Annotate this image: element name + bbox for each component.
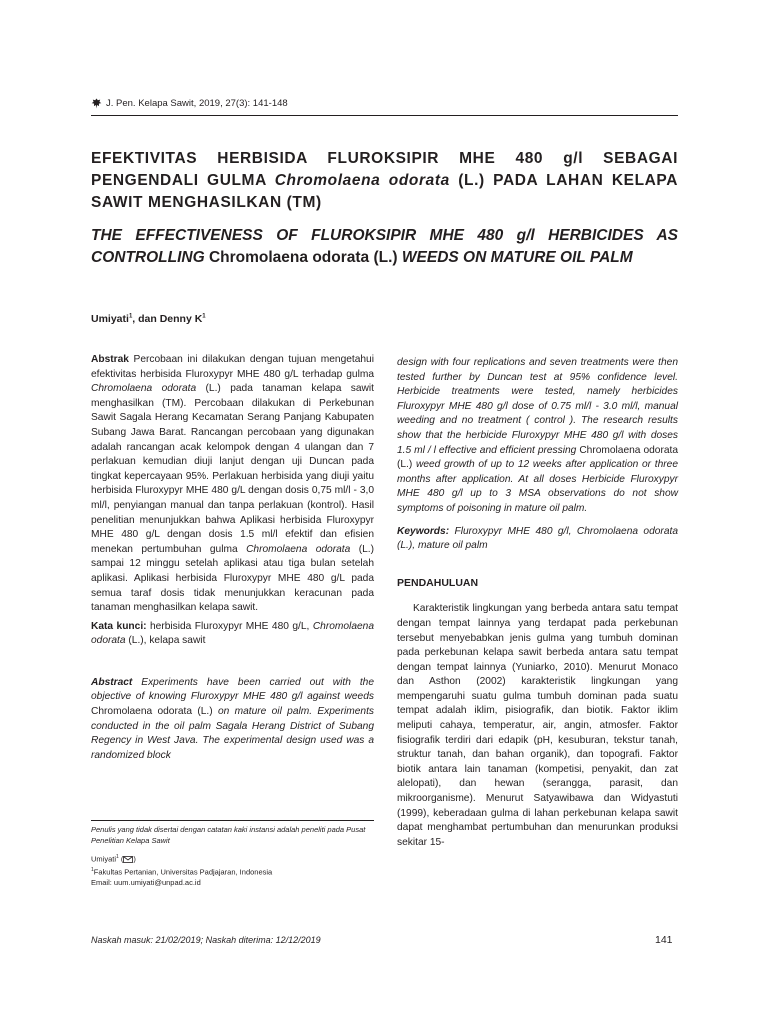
pendahuluan-paragraph: Karakteristik lingkungan yang berbeda antara satu tempat dengan tempat lainnya yang terdapat pada perkebunan tersebut menyebabkan jenis gulma yang tumbuh dominan pada perkebunan kelapa sawit berbeda antara satu tempat dengan tempat lainnya (Yuniarko, 2010). Menurut Monaco dan Asthon (2002) karakteristik lingkungan yang mempengaruhi suatu gulma tumbuh dominan pada suatu tempat adalah iklim, pisiografik, dan biotik. Faktor iklim meliputi cahaya, temperatur, air, angin, atmosfer. Faktor fisiografik terdiri dari edapik (pH, kesuburan, tekstur tanah, struktur tanah, dan bahan organik), dan topografi. Faktor biotik antara lain tanaman (kompetisi, penyakit, dan zat alelopati), dan hewan (serangga, parasit, dan mikroorganisme). Menurut Satyawibawa dan Widyastuti (1999), keberadaan gulma di lahan perkebunan kelapa sawit dapat menghambat pertumbuhan dan menurunkan produksi sekitar 15- xyxy=(397,603,678,848)
left-column xyxy=(91,353,374,763)
kata-kunci: Kata kunci: herbisida Fluroxypyr MHE 480 g/L, Chromolaena odorata (L.), kelapa sawit xyxy=(91,620,374,647)
footnote-note: Penulis yang tidak disertai dengan catatan kaki instansi adalah peneliti pada Pusat Penelitian Kelapa Sawit xyxy=(91,825,366,845)
journal-header xyxy=(91,98,288,109)
abstract-label: Abstract xyxy=(91,676,133,688)
title-species: Chromolaena odorata xyxy=(274,172,450,189)
title-en-species: Chromolaena odorata (L.) xyxy=(208,249,398,266)
title-english: THE EFFECTIVENESS OF FLUROKSIPIR MHE 480 g/l HERBICIDES AS CONTROLLING Chromolaena odorata (L.) WEEDS ON MATURE OIL PALM xyxy=(91,227,678,266)
section-heading-pendahuluan: PENDAHULUAN xyxy=(397,576,479,589)
keywords: Keywords: Fluroxypyr MHE 480 g/l, Chromolaena odorata (L.), mature oil palm xyxy=(397,525,678,552)
journal-citation: J. Pen. Kelapa Sawit, 2019, 27(3): 141-148 xyxy=(106,98,288,109)
abstrak-paragraph: Abstrak Percobaan ini dilakukan dengan tujuan mengetahui efektivitas herbisida Fluroxypyr MHE 480 g/L terhadap gulma Chromolaena odorata (L.) pada tanaman kelapa sawit menghasilkan (TM). Percobaan dilakukan di Perkebunan Sawit Sagala Herang Kecamatan Serang Panjang Kabupaten Subang Jawa Barat. Rancangan percobaan yang digunakan adalah rancangan acak kelompok dengan 4 ulangan dan 7 perlakuan kemudian diuji lanjut dengan uji Duncan pada tingkat kepercayaan 95%. Perlakuan herbisida yang diuji yaitu herbisida Fluroxypyr MHE 480 g/L dengan dosis 0,75 ml/l - 3,0 ml/l, penyiangan manual dan tanpa perlakuan (kontrol). Hasil penelitian menunjukkan bahwa Aplikasi herbisida Fluroxypyr MHE 480 g/L dengan dosis 1.5 ml/l efektif dan efisien menekan pertumbuhan gulma Chromolaena odorata (L.) sampai 12 minggu setelah aplikasi atau tiga bulan setelah aplikasi. Aplikasi herbisida Fluroxypyr MHE 480 g/L pada semua taraf dosis tidak menunjukkan keracunan pada tanaman menghasilkan kelapa sawit. xyxy=(91,354,374,614)
footnote-rule xyxy=(91,820,374,821)
corresponding-author: Umiyati$^1$ ( ) xyxy=(91,854,136,864)
received-dates: Naskah masuk: 21/02/2019; Naskah diterima: 12/12/2019 xyxy=(91,935,321,945)
right-column xyxy=(397,356,678,850)
author-line: Umiyati$^1$, dan Denny $K^1$ xyxy=(91,313,206,325)
header-rule xyxy=(91,115,678,116)
envelope-icon xyxy=(123,856,133,863)
footnote xyxy=(91,825,374,889)
email: Email: uum.umiyati@unpad.ac.id xyxy=(91,878,201,887)
journal-logo-icon xyxy=(91,98,102,109)
abstract-english-part2: design with four replications and seven treatments were then tested further by Duncan test at 95% confidence level. Herbicide treatments were tested, namely herbicides Fluroxypyr MHE 480 g/l dose of 0.75 ml/l - 3.0 ml/l, manual weeding and no treatment ( control ). The research results show that the herbicide Fluroxypyr MHE 480 g/l with doses 1.5 ml / l effective and efficient pressing Chromolaena odorata (L.) weed growth of up to 12 weeks after application or three months after application. At all doses Herbicide Fluroxypyr MHE 480 g/l up to 3 MSA observations do not show symptoms of poisoning in mature oil palm. xyxy=(397,357,678,514)
abstract-english-part1: Abstract Experiments have been carried out with the objective of knowing Fluroxypyr MHE 480 g/l against weeds Chromolaena odorata (L.) on mature oil palm. Experiments conducted in the oil palm Sagala Herang District of Subang Regency in West Java. The experimental design used was a randomized block xyxy=(91,676,374,761)
affiliation: $^1$Fakultas Pertanian, Universitas Padjajaran, Indonesia xyxy=(91,867,273,877)
page-number: 141 xyxy=(655,934,673,946)
abstrak-label: Abstrak xyxy=(91,354,129,365)
title-indonesian: EFEKTIVITAS HERBISIDA FLUROKSIPIR MHE 480 g/l SEBAGAI PENGENDALI GULMA Chromolaena odorata (L.) PADA LAHAN KELAPA SAWIT MENGHASILKAN (TM) xyxy=(91,150,679,211)
